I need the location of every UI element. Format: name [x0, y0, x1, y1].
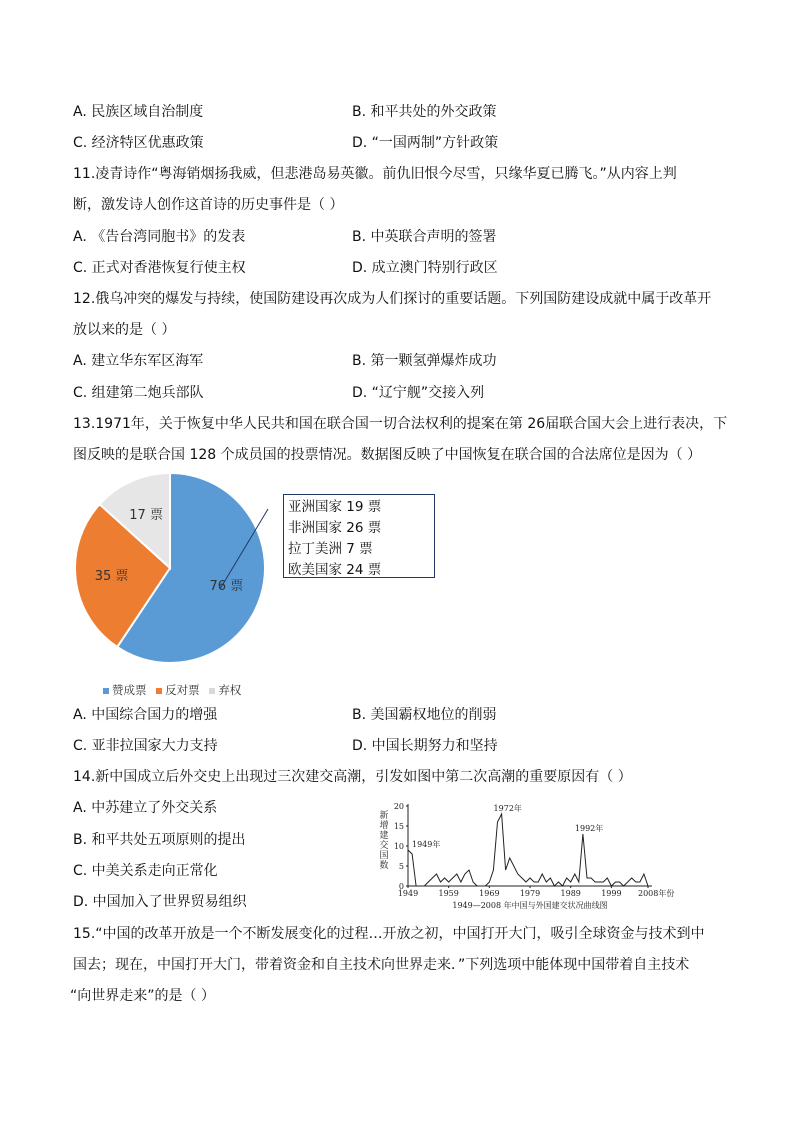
- y-axis-label-char: 数: [379, 861, 389, 871]
- x-tick-label: 2008年份: [638, 889, 675, 898]
- y-axis-label-char: 交: [379, 841, 389, 851]
- q13-option-d[interactable]: D. 中国长期努力和坚持: [352, 738, 498, 754]
- q11-option-c[interactable]: C. 正式对香港恢复行使主权: [73, 260, 246, 276]
- q15-stem-line3: “向世界走来”的是（ ）: [70, 988, 215, 1004]
- q14-option-a[interactable]: A. 中苏建立了外交关系: [73, 800, 218, 816]
- q15-stem-line1: 15.“中国的改革开放是一个不断发展变化的过程…开放之初，中国打开大门，吸引全球资金与技术到中: [73, 926, 705, 942]
- q11-stem-line1: 11.凌青诗作“粤海销烟扬我威，但悲港岛易英徽。前仇旧恨今尽雪，只缘华夏已腾飞。”从内容上判: [73, 166, 677, 182]
- y-axis-label-char: 新: [379, 811, 389, 821]
- q11-option-d[interactable]: D. 成立澳门特别行政区: [352, 260, 498, 276]
- peak-annotation: 1972年: [493, 804, 522, 813]
- y-tick-label: 10: [393, 842, 404, 851]
- pie-label-yes: 76 票: [209, 579, 244, 595]
- legend-item-no: 反对票: [156, 683, 200, 697]
- x-tick-label: 1989: [560, 889, 581, 898]
- q12-option-d[interactable]: D. “辽宁舰”交接入列: [352, 385, 485, 401]
- q11-option-a[interactable]: A. 《告台湾同胞书》的发表: [73, 229, 246, 245]
- y-axis-label-char: 增: [379, 821, 389, 831]
- q14-option-c[interactable]: C. 中美关系走向正常化: [73, 863, 218, 879]
- q13-option-a[interactable]: A. 中国综合国力的增强: [73, 707, 218, 723]
- q14-option-b[interactable]: B. 和平共处五项原则的提出: [73, 832, 246, 848]
- q12-stem-line2: 放以来的是（ ）: [73, 322, 176, 338]
- callout-row-asia: 亚洲国家 19 票: [288, 499, 382, 515]
- q14-option-d[interactable]: D. 中国加入了世界贸易组织: [73, 894, 247, 910]
- diplomacy-line-chart: [378, 800, 688, 912]
- q15-stem-line2: 国去；现在，中国打开大门，带着资金和自主技术向世界走来．”下列选项中能体现中国带着自主技术: [73, 957, 690, 973]
- y-axis-label-char: 国: [379, 851, 389, 861]
- y-tick-label: 15: [393, 822, 404, 831]
- x-tick-label: 1999: [601, 889, 622, 898]
- pie-label-abstain: 17 票: [129, 508, 163, 524]
- vote-pie-chart: [60, 465, 290, 675]
- series-line: [408, 814, 648, 886]
- line-chart-title: 1949—2008 年中国与外国建交状况曲线图: [452, 901, 608, 910]
- x-tick-label: 1979: [519, 889, 541, 898]
- q12-option-b[interactable]: B. 第一颗氢弹爆炸成功: [352, 353, 497, 369]
- x-tick-label: 1969: [479, 889, 500, 898]
- y-tick-label: 20: [393, 802, 404, 811]
- peak-annotation: 1992年: [574, 824, 604, 833]
- q10-option-c[interactable]: C. 经济特区优惠政策: [73, 135, 204, 151]
- x-tick-label: 1949: [397, 889, 419, 898]
- callout-row-africa: 非洲国家 26 票: [288, 520, 382, 536]
- y-tick-label: 0: [398, 882, 404, 891]
- q14-stem: 14.新中国成立后外交史上出现过三次建交高潮，引发如图中第二次高潮的重要原因有（ ）: [73, 769, 632, 785]
- x-tick-label: 1959: [438, 889, 459, 898]
- q10-option-a[interactable]: A. 民族区域自治制度: [73, 104, 204, 120]
- q13-option-c[interactable]: C. 亚非拉国家大力支持: [73, 738, 218, 754]
- vote-breakdown-callout: [283, 494, 435, 578]
- q12-option-c[interactable]: C. 组建第二炮兵部队: [73, 385, 204, 401]
- q11-stem-line2: 断，激发诗人创作这首诗的历史事件是（ ）: [73, 197, 344, 213]
- q13-option-b[interactable]: B. 美国霸权地位的削弱: [352, 707, 497, 723]
- q10-option-b[interactable]: B. 和平共处的外交政策: [352, 104, 497, 120]
- pie-legend: [103, 682, 247, 698]
- legend-item-yes: 赞成票: [103, 683, 147, 697]
- callout-row-latin-america: 拉丁美洲 7 票: [288, 541, 373, 557]
- pie-label-no: 35 票: [94, 569, 129, 585]
- q13-stem-line2: 图反映的是联合国 128 个成员国的投票情况。数据图反映了中国恢复在联合国的合法席位是因为（ ）: [73, 447, 702, 463]
- q12-stem-line1: 12.俄乌冲突的爆发与持续，使国防建设再次成为人们探讨的重要话题。下列国防建设成就中属于改革开: [73, 291, 712, 307]
- q13-stem-line1: 13.1971年，关于恢复中华人民共和国在联合国一切合法权利的提案在第 26届联合国大会上进行表决，下: [73, 416, 728, 432]
- y-tick-label: 5: [398, 862, 404, 871]
- peak-annotation: 1949年: [412, 840, 441, 849]
- legend-item-abstain: 弃权: [209, 683, 241, 697]
- q12-option-a[interactable]: A. 建立华东军区海军: [73, 353, 204, 369]
- q10-option-d[interactable]: D. “一国两制”方针政策: [352, 135, 499, 151]
- callout-row-europe-america: 欧美国家 24 票: [288, 562, 382, 578]
- y-axis-label-char: 建: [379, 831, 389, 841]
- q11-option-b[interactable]: B. 中英联合声明的签署: [352, 229, 497, 245]
